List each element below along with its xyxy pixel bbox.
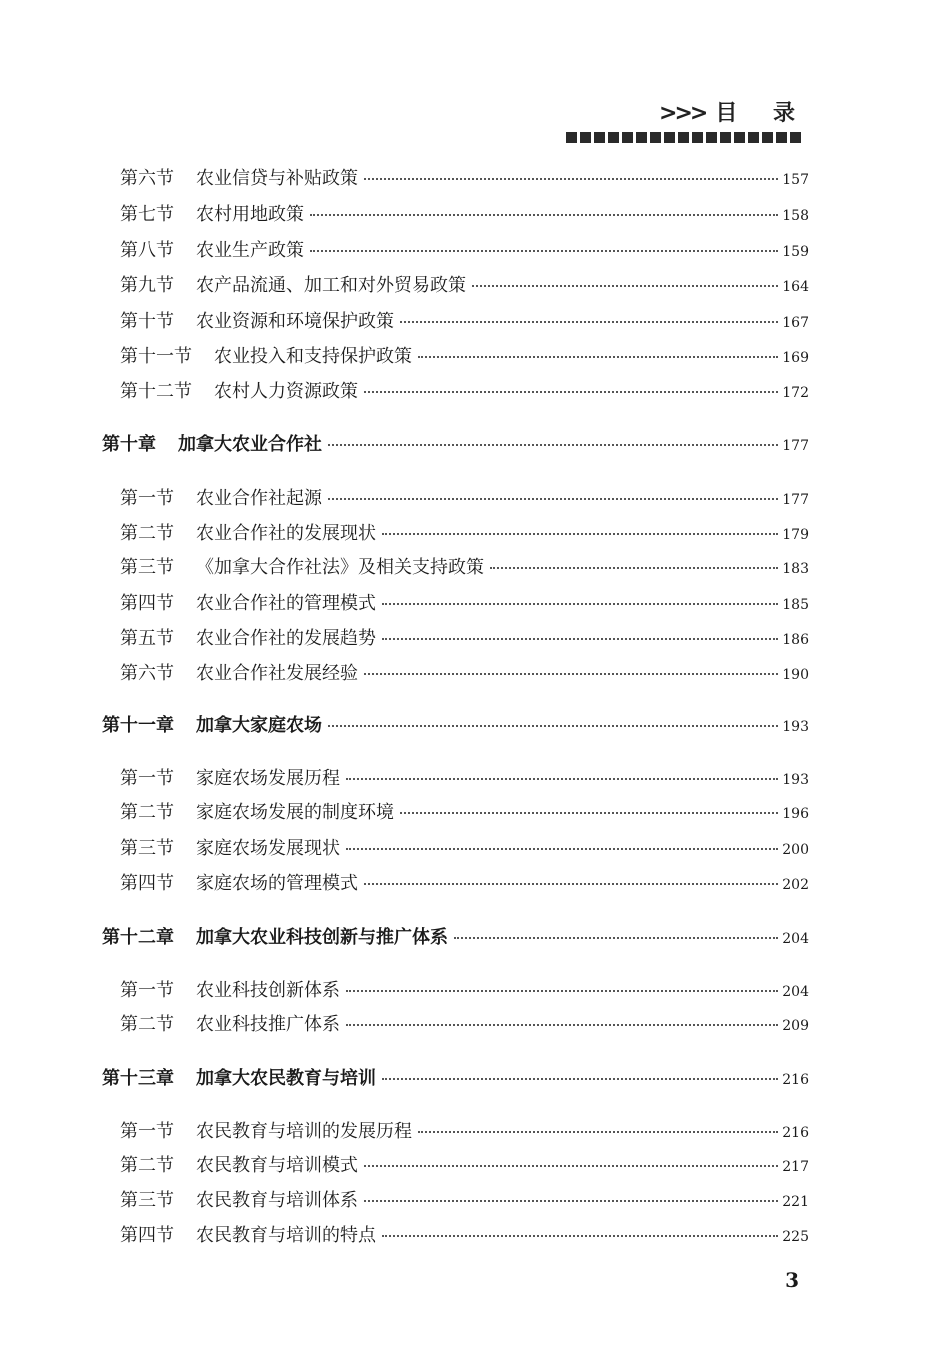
- dot-leader: [346, 848, 778, 850]
- entry-title: 加拿大农民教育与培训: [196, 1068, 376, 1089]
- entry-number: 第四节: [120, 873, 174, 894]
- toc-section-entry[interactable]: [120, 1014, 809, 1037]
- dot-leader: [364, 1165, 778, 1167]
- entry-title: 农民教育与培训的发展历程: [196, 1121, 412, 1142]
- toc-section-entry[interactable]: [120, 1155, 809, 1178]
- dot-leader: [400, 812, 778, 814]
- entry-page: 159: [782, 244, 809, 260]
- decoration-square: [608, 132, 619, 143]
- dot-leader: [364, 178, 778, 180]
- entry-title: 家庭农场的管理模式: [196, 873, 358, 894]
- entry-title: 农业合作社起源: [196, 488, 322, 509]
- dot-leader: [382, 1078, 778, 1080]
- entry-page: 225: [782, 1229, 809, 1245]
- entry-title: 农业合作社的管理模式: [196, 593, 376, 614]
- entry-page: 158: [782, 208, 809, 224]
- toc-section-entry[interactable]: [120, 1121, 809, 1144]
- header-title: 目 录: [715, 101, 809, 126]
- entry-title: 农业合作社的发展现状: [196, 523, 376, 544]
- toc-chapter-entry[interactable]: [102, 434, 809, 457]
- decoration-square: [692, 132, 703, 143]
- dot-leader: [310, 214, 778, 216]
- toc-chapter-entry[interactable]: [102, 1068, 809, 1091]
- decoration-square: [622, 132, 633, 143]
- toc-section-entry[interactable]: [120, 275, 809, 298]
- dot-leader: [382, 603, 778, 605]
- dot-leader: [310, 250, 778, 252]
- entry-page: 216: [782, 1125, 809, 1141]
- decoration-square: [636, 132, 647, 143]
- decoration-square: [776, 132, 787, 143]
- toc-section-entry[interactable]: [120, 1190, 809, 1213]
- entry-page: 167: [782, 315, 809, 331]
- toc-section-entry[interactable]: [120, 873, 809, 896]
- decoration-square: [650, 132, 661, 143]
- dot-leader: [382, 533, 778, 535]
- entry-number: 第十二节: [120, 381, 192, 402]
- toc-section-entry[interactable]: [120, 663, 809, 686]
- entry-number: 第十一章: [102, 715, 174, 736]
- entry-page: 221: [782, 1194, 809, 1210]
- entry-title: 农业合作社发展经验: [196, 663, 358, 684]
- entry-title: 农民教育与培训的特点: [196, 1225, 376, 1246]
- dot-leader: [346, 1024, 778, 1026]
- entry-title: 农民教育与培训体系: [196, 1190, 358, 1211]
- decoration-square: [706, 132, 717, 143]
- entry-page: 216: [782, 1072, 809, 1088]
- entry-page: 196: [782, 806, 809, 822]
- toc-section-entry[interactable]: [120, 628, 809, 651]
- dot-leader: [328, 444, 778, 446]
- decoration-square: [734, 132, 745, 143]
- entry-page: 193: [782, 772, 809, 788]
- toc-section-entry[interactable]: [120, 1225, 809, 1248]
- entry-number: 第九节: [120, 275, 174, 296]
- entry-page: 177: [782, 438, 809, 454]
- entry-title: 农业科技推广体系: [196, 1014, 340, 1035]
- decoration-square: [566, 132, 577, 143]
- entry-page: 202: [782, 877, 809, 893]
- decoration-square: [594, 132, 605, 143]
- entry-title: 加拿大农业合作社: [178, 434, 322, 455]
- entry-title: 农产品流通、加工和对外贸易政策: [196, 275, 466, 296]
- entry-number: 第一节: [120, 980, 174, 1001]
- toc-section-entry[interactable]: [120, 802, 809, 825]
- entry-title: 家庭农场发展历程: [196, 768, 340, 789]
- dot-leader: [364, 883, 778, 885]
- dot-leader: [364, 1200, 778, 1202]
- entry-page: 193: [782, 719, 809, 735]
- dot-leader: [382, 638, 778, 640]
- entry-title: 农业投入和支持保护政策: [214, 346, 412, 367]
- entry-page: 200: [782, 842, 809, 858]
- entry-title: 农民教育与培训模式: [196, 1155, 358, 1176]
- decoration-square: [580, 132, 591, 143]
- entry-number: 第十一节: [120, 346, 192, 367]
- dot-leader: [382, 1235, 778, 1237]
- decoration-square: [748, 132, 759, 143]
- entry-title: 加拿大家庭农场: [196, 715, 322, 736]
- entry-page: 217: [782, 1159, 809, 1175]
- entry-page: 172: [782, 385, 809, 401]
- dot-leader: [364, 391, 778, 393]
- entry-number: 第十章: [102, 434, 156, 455]
- entry-title: 农村人力资源政策: [214, 381, 358, 402]
- decoration-square: [720, 132, 731, 143]
- entry-title: 加拿大农业科技创新与推广体系: [196, 927, 448, 948]
- entry-number: 第一节: [120, 768, 174, 789]
- chevron-right-icon: >>>: [659, 101, 706, 126]
- decoration-square: [790, 132, 801, 143]
- entry-number: 第一节: [120, 1121, 174, 1142]
- entry-number: 第三节: [120, 838, 174, 859]
- toc-section-entry[interactable]: [120, 168, 809, 191]
- entry-page: 204: [782, 931, 809, 947]
- entry-number: 第十二章: [102, 927, 174, 948]
- dot-leader: [346, 990, 778, 992]
- entry-page: 185: [782, 597, 809, 613]
- dot-leader: [400, 321, 778, 323]
- toc-section-entry[interactable]: [120, 838, 809, 861]
- entry-number: 第一节: [120, 488, 174, 509]
- entry-title: 家庭农场发展的制度环境: [196, 802, 394, 823]
- entry-number: 第八节: [120, 240, 174, 261]
- decoration-square: [664, 132, 675, 143]
- entry-number: 第六节: [120, 663, 174, 684]
- entry-page: 164: [782, 279, 809, 295]
- entry-number: 第三节: [120, 557, 174, 578]
- entry-number: 第五节: [120, 628, 174, 649]
- dot-leader: [418, 356, 778, 358]
- entry-number: 第十节: [120, 311, 174, 332]
- entry-title: 《加拿大合作社法》及相关支持政策: [196, 557, 484, 578]
- entry-title: 农业信贷与补贴政策: [196, 168, 358, 189]
- entry-page: 190: [782, 667, 809, 683]
- entry-number: 第十三章: [102, 1068, 174, 1089]
- page-number: 3: [785, 1268, 799, 1292]
- entry-title: 农业科技创新体系: [196, 980, 340, 1001]
- entry-number: 第四节: [120, 593, 174, 614]
- entry-number: 第二节: [120, 523, 174, 544]
- dot-leader: [454, 937, 778, 939]
- dot-leader: [328, 725, 778, 727]
- decoration-square: [762, 132, 773, 143]
- toc-chapter-entry[interactable]: [102, 715, 809, 738]
- entry-page: 169: [782, 350, 809, 366]
- entry-number: 第七节: [120, 204, 174, 225]
- toc-section-entry[interactable]: [120, 768, 809, 791]
- entry-title: 农业合作社的发展趋势: [196, 628, 376, 649]
- dot-leader: [490, 567, 778, 569]
- dot-leader: [418, 1131, 778, 1133]
- toc-section-entry[interactable]: [120, 381, 809, 404]
- entry-page: 204: [782, 984, 809, 1000]
- entry-title: 农村用地政策: [196, 204, 304, 225]
- toc-section-entry[interactable]: [120, 557, 809, 580]
- toc-section-entry[interactable]: [120, 593, 809, 616]
- entry-number: 第四节: [120, 1225, 174, 1246]
- entry-title: 农业生产政策: [196, 240, 304, 261]
- entry-page: 183: [782, 561, 809, 577]
- dot-leader: [364, 673, 778, 675]
- header-decoration: [566, 132, 801, 143]
- entry-number: 第二节: [120, 802, 174, 823]
- dot-leader: [328, 498, 778, 500]
- decoration-square: [678, 132, 689, 143]
- toc-section-entry[interactable]: [120, 980, 809, 1003]
- toc-section-entry[interactable]: [120, 346, 809, 369]
- toc-section-entry[interactable]: [120, 311, 809, 334]
- entry-number: 第二节: [120, 1155, 174, 1176]
- entry-number: 第三节: [120, 1190, 174, 1211]
- entry-title: 家庭农场发展现状: [196, 838, 340, 859]
- toc-section-entry[interactable]: [120, 204, 809, 227]
- toc-section-entry[interactable]: [120, 488, 809, 511]
- dot-leader: [346, 778, 778, 780]
- entry-page: 157: [782, 172, 809, 188]
- entry-page: 209: [782, 1018, 809, 1034]
- toc-section-entry[interactable]: [120, 240, 809, 263]
- toc-section-entry[interactable]: [120, 523, 809, 546]
- entry-page: 177: [782, 492, 809, 508]
- toc-chapter-entry[interactable]: [102, 927, 809, 950]
- entry-number: 第六节: [120, 168, 174, 189]
- entry-title: 农业资源和环境保护政策: [196, 311, 394, 332]
- entry-number: 第二节: [120, 1014, 174, 1035]
- dot-leader: [472, 285, 778, 287]
- entry-page: 186: [782, 632, 809, 648]
- running-header: [659, 96, 809, 127]
- entry-page: 179: [782, 527, 809, 543]
